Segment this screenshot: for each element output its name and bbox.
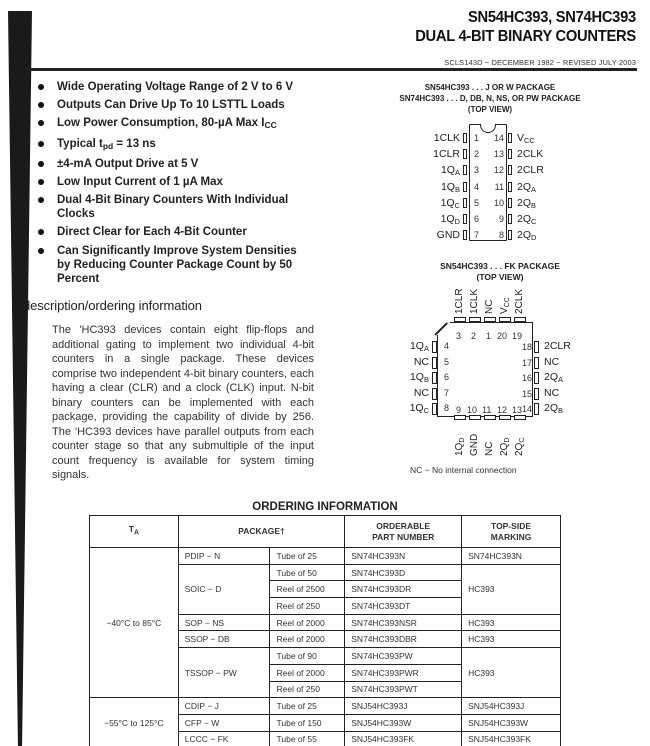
table-row: Reel of 2000 SN74HC393PWR xyxy=(90,664,561,681)
fk-pin-name-vertical xyxy=(484,424,495,456)
dip-pin-name xyxy=(517,132,535,147)
dip-pin-number: 1 xyxy=(474,133,480,143)
dip-pin-tab xyxy=(508,165,512,175)
table-row: LCCC − FK Tube of 55 SNJ54HC393FK SNJ54HC393FK xyxy=(90,731,561,746)
dip-pin-name xyxy=(441,213,460,228)
dip-pin-name xyxy=(517,148,543,160)
fk-pin-number: 16 xyxy=(521,373,532,383)
dip-pin-name xyxy=(517,213,536,228)
document-reference: SCLS143D − DECEMBER 1982 − REVISED JULY 2003 xyxy=(444,58,636,67)
pin-label: $1Q_D$ xyxy=(440,213,460,226)
pin-label: $2Q_B$ xyxy=(517,196,537,210)
pin-label-sub: A xyxy=(423,344,429,353)
fk-pin-number: 7 xyxy=(444,387,450,398)
pin-label: NC xyxy=(484,299,495,314)
fk-pin-name-vertical xyxy=(514,424,528,456)
dip-pin-tab xyxy=(463,214,467,224)
fk-pin-number: 8 xyxy=(444,403,450,413)
fk-pin-pad xyxy=(432,388,437,400)
fk-pin-pad xyxy=(469,415,481,420)
header-marking: TOP-SIDE MARKING xyxy=(462,516,561,548)
fk-pin-number: 13 xyxy=(512,405,523,415)
pin-label-sub: B xyxy=(531,200,537,210)
feature-item: Wide Operating Voltage Range of 2 V to 6 V xyxy=(36,80,336,94)
fk-pin-name-vertical xyxy=(454,284,465,314)
table-row: CFP − W Tube of 150 SNJ54HC393W SNJ54HC393W xyxy=(90,714,561,731)
header-rule xyxy=(26,68,637,71)
pin-label: $2Q_A$ xyxy=(517,180,537,194)
fk-pin-name-vertical xyxy=(514,284,525,314)
section-heading: description/ordering information xyxy=(23,298,202,313)
fk-pin-name-vertical xyxy=(469,424,480,456)
dip-pin-number: 4 xyxy=(474,181,480,192)
feature-item: Can Significantly Improve System Densities by Reducing Counter Package Count by 50 Percent xyxy=(36,244,308,286)
fk-pin-number: 15 xyxy=(521,388,532,399)
pin-label: $1Q_D$ xyxy=(454,437,466,456)
fk-pin-name xyxy=(410,371,429,384)
dip-pin-name xyxy=(437,229,460,241)
pin-label-sub: B xyxy=(454,184,460,194)
fk-pin-number: 1 xyxy=(486,331,492,341)
dip-pin-number: 7 xyxy=(474,230,480,241)
dip-pin-number: 2 xyxy=(474,149,480,160)
pin-label: 1CLK xyxy=(433,132,460,144)
fk-pin-name xyxy=(414,387,429,399)
fk-pin-pad xyxy=(514,415,526,420)
fk-pin-pad xyxy=(534,388,539,400)
fk-pin-number: 14 xyxy=(521,404,532,414)
pin-label: 2CLK xyxy=(517,148,544,161)
description-paragraph: The 'HC393 devices contain eight flip-flops and additional gating to implement two individual 4-bit counters in a single package. These devices comprise two independent 4-bit binary counters, each having a clear (CLR) and a clock (CLK) input. N-bit binary counters can be implemented with each package, providing the capability of divide by 256. The 'HC393 devices have parallel outputs from each counter stage so that any submultiple of the input count frequency is available for system timing signals. xyxy=(52,324,314,481)
fk-pin-pad xyxy=(454,317,466,322)
pin-label-sub: C xyxy=(454,200,460,210)
dip-pin-number: 14 xyxy=(493,133,504,143)
fk-pin-number: 11 xyxy=(482,405,492,415)
pin-label: $V_{CC}$ xyxy=(517,132,535,145)
feature-item: Typical $t_{pd} = 13$ ns xyxy=(36,137,336,153)
fk-pin-pad xyxy=(484,415,496,420)
pin-label-sub: D xyxy=(504,437,511,443)
pin-label-sub: B xyxy=(423,375,429,384)
pin-label: GND xyxy=(436,229,460,242)
pin-label: $1Q_C$ xyxy=(440,196,460,210)
pin-label-sub: D xyxy=(531,233,537,243)
fk-pin-pad xyxy=(499,317,511,322)
pin-label-sub: C xyxy=(531,217,537,226)
header-package: PACKAGE† xyxy=(178,516,345,548)
pin-label: $1Q_A$ xyxy=(409,340,429,353)
pin-label-sub: CC xyxy=(504,297,511,308)
temp-range-cell: −40°C to 85°C xyxy=(90,548,179,698)
table-row: SOP − NS Reel of 2000 SN74HC393NSR HC393 xyxy=(90,614,561,631)
fk-pin-name xyxy=(410,402,429,415)
pin-label-sub: A xyxy=(558,375,564,384)
temp-range-cell: −55°C to 125°C xyxy=(90,698,179,746)
pin-label: NC xyxy=(544,386,560,399)
fk-pin-pad xyxy=(484,317,496,322)
pin-label: NC xyxy=(413,386,429,399)
pin-label: $2Q_C$ xyxy=(517,213,537,226)
pin-label: NC xyxy=(413,355,429,368)
fk-pin-pad xyxy=(534,403,539,415)
pin-label: $2Q_D$ xyxy=(499,437,511,456)
pin-label: $2Q_A$ xyxy=(544,371,564,384)
pin-label-sub: CC xyxy=(524,136,535,145)
dip-pin-tab xyxy=(508,182,512,192)
fk-pin-number: 9 xyxy=(456,405,462,415)
dip-pin-tab xyxy=(508,149,512,159)
feature-item: Direct Clear for Each 4-Bit Counter xyxy=(36,225,336,239)
pin-label: NC xyxy=(484,441,495,456)
dip-pin-name xyxy=(433,148,460,160)
fk-pin-number: 10 xyxy=(467,405,478,415)
fk-pin-name xyxy=(544,356,559,368)
table-row: Reel of 2500 SN74HC393DR xyxy=(90,581,561,598)
fk-pin-number: 20 xyxy=(497,331,508,341)
dip-pin-number: 10 xyxy=(493,197,504,208)
fk-pin-name-vertical xyxy=(454,424,468,456)
dip-pin-tab xyxy=(463,198,467,208)
fk-pin-pad xyxy=(432,403,437,415)
dip-pin-name xyxy=(441,164,460,179)
pin-label: 2CLR xyxy=(544,340,571,352)
pin-label: 1CLK xyxy=(469,288,480,314)
pin-label: $1Q_B$ xyxy=(440,180,460,194)
fk-pin-number: 2 xyxy=(471,331,477,341)
fk-pin-name xyxy=(410,340,429,353)
pin-label-sub: D xyxy=(459,437,466,443)
pin-label-sub: D xyxy=(454,217,460,226)
dip-pin-number: 3 xyxy=(474,165,480,176)
pin-label-sub: C xyxy=(423,406,429,415)
fk-pin-pad xyxy=(432,357,437,369)
table-row: SOIC − D Tube of 50 SN74HC393D HC393 xyxy=(90,564,561,581)
fk-pin-pad xyxy=(534,341,539,353)
feature-item: Outputs Can Drive Up To 10 LSTTL Loads xyxy=(36,98,336,112)
dip-pin-number: 11 xyxy=(494,181,504,192)
ordering-table xyxy=(89,515,561,746)
pin-label: 1CLR xyxy=(454,288,465,314)
dip-package-title: SN54HC393 . . . J OR W PACKAGE SN74HC393 . . . D, DB, N, NS, OR PW PACKAGE (TOP VIEW) xyxy=(399,83,581,114)
dip-pin-name xyxy=(434,132,460,144)
dip-pin-name xyxy=(441,197,460,212)
title-part-numbers: SN54HC393, SN74HC393 xyxy=(468,9,636,26)
dip-pin-tab xyxy=(508,198,512,208)
feature-item: ±4-mA Output Drive at 5 V xyxy=(36,157,336,171)
pin-label-sub: C xyxy=(519,437,526,443)
page-edge-wedge-decoration xyxy=(8,11,32,746)
dip-pin-tab xyxy=(463,182,467,192)
header-part-number: ORDERABLE PART NUMBER xyxy=(345,516,462,548)
title-description: DUAL 4-BIT BINARY COUNTERS xyxy=(415,28,636,45)
dip-pin-name xyxy=(517,197,536,212)
header-ta: $T_A$ xyxy=(90,516,179,548)
fk-package-title: SN54HC393 . . . FK PACKAGE (TOP VIEW) xyxy=(440,261,560,282)
fk-pin-number: 6 xyxy=(444,372,450,382)
fk-pin-pad xyxy=(454,415,466,420)
dip-pin-number: 13 xyxy=(493,149,504,160)
pin-label: 2CLR xyxy=(517,164,544,177)
fk-pin-name-vertical xyxy=(499,284,513,314)
fk-pin-pad xyxy=(432,341,437,353)
fk-pin-pad xyxy=(534,372,539,384)
pin-label-sub: A xyxy=(531,184,537,194)
fk-pin-name-vertical xyxy=(499,424,513,456)
table-header-row xyxy=(90,516,561,548)
dip-pin-tab xyxy=(463,133,467,143)
dip-pin-tab xyxy=(463,149,467,159)
pin-label: 2CLK xyxy=(514,288,525,314)
fk-pin-number: 17 xyxy=(521,357,532,368)
dip-pin-tab xyxy=(463,230,467,240)
dip-pin-number: 6 xyxy=(474,214,480,224)
dip-pin-name xyxy=(517,229,536,244)
fk-pin-name-vertical xyxy=(469,284,480,314)
pin-label-sub: A xyxy=(454,168,460,178)
table-row: Reel of 250 SN74HC393DT xyxy=(90,598,561,615)
dip-notch xyxy=(480,124,496,133)
dip-pin-name xyxy=(517,181,536,196)
fk-pin-number: 19 xyxy=(512,331,523,341)
fk-pin-number: 4 xyxy=(444,341,450,351)
pin-label: $1Q_A$ xyxy=(440,164,460,178)
ordering-title: ORDERING INFORMATION xyxy=(252,501,398,513)
pin-label: $V_{CC}$ xyxy=(499,297,511,314)
fk-pin-name-vertical xyxy=(484,284,495,314)
fk-pin-number: 12 xyxy=(497,405,508,415)
dip-pin-number: 8 xyxy=(498,230,504,241)
table-row: Reel of 250 SN74HC393PWT xyxy=(90,681,561,698)
dip-pin-tab xyxy=(508,230,512,240)
document-title xyxy=(396,8,636,46)
fk-pin-pad xyxy=(432,372,437,384)
fk-pin-name xyxy=(544,402,563,415)
dip-pin-tab xyxy=(508,214,512,224)
dip-pin-number: 9 xyxy=(498,214,504,224)
fk-pin-pad xyxy=(514,317,526,322)
pin-label: $2Q_B$ xyxy=(544,402,564,415)
fk-pin-pad xyxy=(499,415,511,420)
fk-pin-name xyxy=(544,387,559,399)
table-row: −40°C to 85°C PDIP − N Tube of 25 SN74HC393N SN74HC393N xyxy=(90,548,561,565)
table-row: TSSOP − PW Tube of 90 SN74HC393PW HC393 xyxy=(90,648,561,665)
dip-pin-name xyxy=(441,181,460,196)
dip-pin-name xyxy=(517,164,544,176)
pin-label: 1CLR xyxy=(433,148,460,161)
feature-item: Low Power Consumption, 80-µA Max $I_{CC}$ xyxy=(36,116,336,132)
fk-pin-name xyxy=(544,371,563,384)
pin-label: $2Q_D$ xyxy=(517,229,537,243)
dip-pin-number: 12 xyxy=(493,165,504,176)
fk-pin-number: 18 xyxy=(521,342,532,352)
pin-label: NC xyxy=(544,355,560,368)
dip-pin-tab xyxy=(463,165,467,175)
features-list xyxy=(36,80,336,290)
pin-label-sub: B xyxy=(558,406,564,415)
fk-pin-name xyxy=(544,340,571,352)
table-row: SSOP − DB Reel of 2000 SN74HC393DBR HC393 xyxy=(90,631,561,648)
fk-pin-number: 5 xyxy=(444,356,450,367)
table-row: −55°C to 125°C CDIP − J Tube of 25 SNJ54HC393J SNJ54HC393J xyxy=(90,698,561,715)
fk-pin-name xyxy=(414,356,429,368)
dip-pin-tab xyxy=(508,133,512,143)
pin-label: $1Q_C$ xyxy=(409,402,429,415)
fk-pin-pad xyxy=(469,317,481,322)
feature-item: Dual 4-Bit Binary Counters With Individual Clocks xyxy=(36,193,301,221)
pin-label: GND xyxy=(469,433,480,456)
fk-pin-pad xyxy=(534,357,539,369)
pin-label: $1Q_B$ xyxy=(409,371,429,384)
pin-label: $2Q_C$ xyxy=(514,437,526,456)
nc-note: NC − No internal connection xyxy=(410,465,517,475)
dip-pin-number: 5 xyxy=(474,197,480,208)
fk-pin-number: 3 xyxy=(456,331,462,341)
feature-item: Low Input Current of 1 µA Max xyxy=(36,175,336,189)
